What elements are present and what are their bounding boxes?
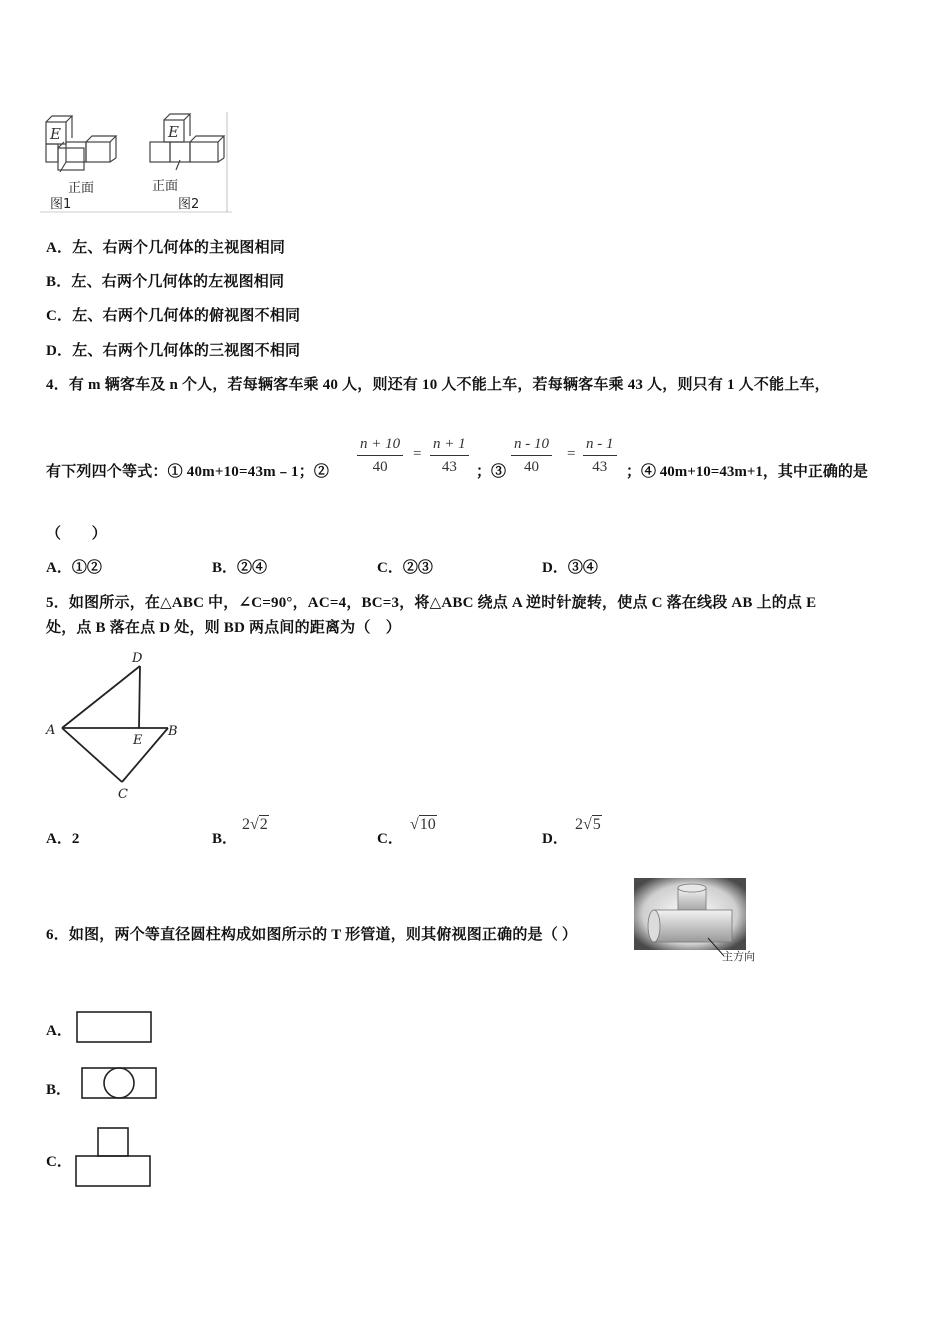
q5-option-c-value xyxy=(410,816,437,834)
triangle-figure xyxy=(44,646,194,806)
pipe-horizontal xyxy=(654,910,732,942)
q4-blank: （ ） xyxy=(46,526,107,542)
fig1-face-label: E xyxy=(50,125,61,143)
cube-figures xyxy=(40,112,232,214)
sqrt-icon: √ xyxy=(410,816,419,833)
fig2-cube-mid xyxy=(170,142,190,162)
q6-option-b-shape xyxy=(80,1066,160,1102)
q3-option-a: A．左、右两个几何体的主视图相同 xyxy=(46,240,286,256)
radical-coefficient: 2 xyxy=(575,816,583,833)
q6-option-c: C． xyxy=(46,1154,72,1170)
sqrt-icon: √ xyxy=(583,816,592,833)
q5-option-b-prefix: B． xyxy=(212,831,238,847)
segment-bc xyxy=(122,728,168,782)
small-rectangle-shape xyxy=(98,1128,128,1156)
q5-option-d-prefix: D． xyxy=(542,831,568,847)
point-label-c: C xyxy=(118,787,128,802)
rectangle-shape xyxy=(82,1068,156,1098)
q3-option-c: C．左、右两个几何体的俯视图不相同 xyxy=(46,308,301,324)
fraction-numerator: n - 1 xyxy=(583,433,617,456)
fig2-face-label: E xyxy=(168,123,179,141)
fig1-front-label: 正面 xyxy=(68,181,95,196)
q4-fraction-3-left xyxy=(511,433,552,478)
q4-option-b: B．②④ xyxy=(212,560,268,576)
q6-option-b: B． xyxy=(46,1082,72,1098)
q4-fraction-3-right xyxy=(583,433,617,478)
q6-stem: 6．如图，两个等直径圆柱构成如图所示的 T 形管道，则其俯视图正确的是（ ） xyxy=(46,927,578,943)
sqrt-icon: √ xyxy=(250,816,259,833)
point-label-a: A xyxy=(46,723,56,738)
fig2-cube-right xyxy=(190,142,218,162)
segment-ad xyxy=(62,666,140,728)
fig2-caption: 图2 xyxy=(178,197,200,212)
q6-option-c-shape xyxy=(74,1126,154,1190)
q4-option-a: A．①② xyxy=(46,560,102,576)
q4-fraction-2-right xyxy=(430,433,469,478)
fraction-numerator: n + 10 xyxy=(357,433,403,456)
point-label-d: D xyxy=(132,651,143,666)
fraction-denominator: 43 xyxy=(441,459,457,475)
q5-option-c-prefix: C． xyxy=(377,831,403,847)
q5-stem-line1: 5．如图所示，在△ABC 中，∠C=90°，AC=4，BC=3，将△ABC 绕点 A 逆时针旋转，使点 C 落在线段 AB 上的点 E xyxy=(46,595,817,611)
q5-option-a: A．2 xyxy=(46,831,80,847)
q4-equals-3: = xyxy=(567,446,576,462)
q4-option-c: C．②③ xyxy=(377,560,433,576)
q6-option-a: A． xyxy=(46,1023,72,1039)
fig1-cube-front xyxy=(58,148,84,170)
q4-stem-line1: 4．有 m 辆客车及 n 个人，若每辆客车乘 40 人，则还有 10 人不能上车，若每辆客车乘 43 人，则只有 1 人不能上车， xyxy=(46,377,830,393)
q4-stem-line2b: ；④ 40m+10=43m+1，其中正确的是 xyxy=(626,464,868,480)
radicand: 5 xyxy=(592,816,601,833)
segment-de xyxy=(139,666,140,728)
fraction-numerator: n + 1 xyxy=(430,433,469,456)
segment-ac xyxy=(62,728,122,782)
large-rectangle-shape xyxy=(76,1156,150,1186)
point-label-e: E xyxy=(133,733,143,748)
q5-option-d-value xyxy=(575,816,602,834)
fraction-denominator: 40 xyxy=(372,459,388,475)
fig2-front-label: 正面 xyxy=(152,179,179,194)
q4-equals-2: = xyxy=(413,446,422,462)
q5-option-b-value xyxy=(242,816,269,834)
radicand: 2 xyxy=(259,816,268,833)
fraction-denominator: 43 xyxy=(592,459,608,475)
q4-separator: ；③ xyxy=(476,464,507,480)
rectangle-shape xyxy=(77,1012,151,1042)
q3-option-b: B．左、右两个几何体的左视图相同 xyxy=(46,274,285,290)
q4-stem-line2a: 有下列四个等式：① 40m+10=43m﹣1；② xyxy=(46,464,330,480)
q4-fraction-2-left xyxy=(357,433,403,478)
fig1-cube-back2 xyxy=(86,142,110,162)
point-label-b: B xyxy=(168,724,178,739)
fig2-cube-left xyxy=(150,142,170,162)
q5-stem-line2: 处，点 B 落在点 D 处，则 BD 两点间的距离为（ ） xyxy=(46,620,401,636)
t-pipe-figure xyxy=(632,876,764,968)
q4-option-d: D．③④ xyxy=(542,560,598,576)
radicand: 10 xyxy=(419,816,436,833)
q3-option-d: D．左、右两个几何体的三视图不相同 xyxy=(46,343,301,359)
circle-shape xyxy=(104,1068,134,1098)
fraction-denominator: 40 xyxy=(524,459,539,475)
fig1-cube-back1 xyxy=(66,142,86,162)
q6-option-a-shape xyxy=(75,1010,155,1046)
main-direction-label: 主方向 xyxy=(722,950,755,963)
radical-coefficient: 2 xyxy=(242,816,250,833)
fraction-numerator: n - 10 xyxy=(511,433,552,456)
fig1-caption: 图1 xyxy=(50,197,72,212)
